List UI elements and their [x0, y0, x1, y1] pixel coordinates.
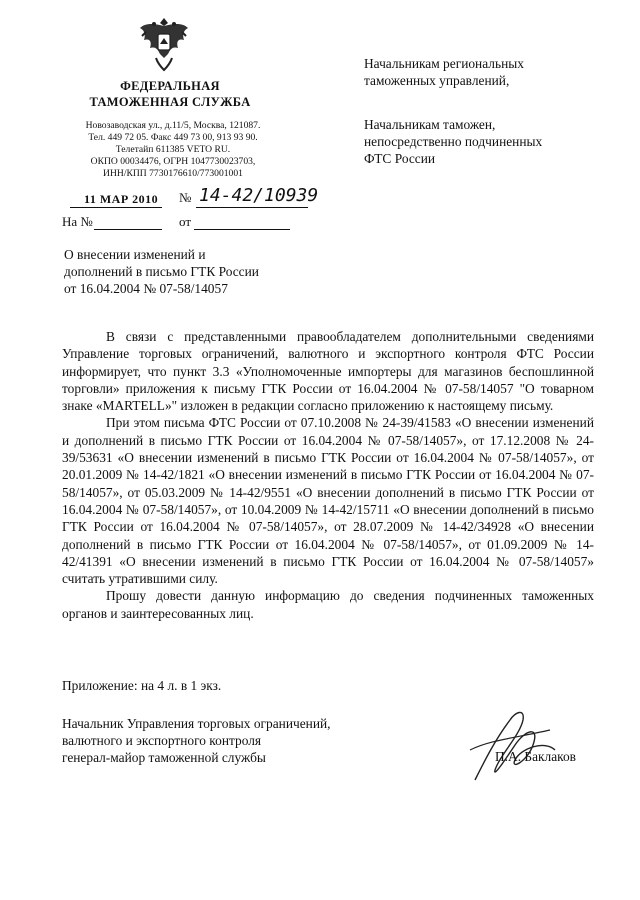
subject-line: дополнений в письмо ГТК России — [64, 264, 259, 279]
reference-date-blank — [194, 229, 290, 230]
recipient-line: Начальникам региональных — [364, 56, 524, 71]
appendix-note: Приложение: на 4 л. в 1 экз. — [62, 678, 222, 693]
number-underline — [196, 207, 308, 208]
signatory-rank-line: генерал-майор таможенной службы — [62, 750, 266, 765]
body-paragraph: Прошу довести данную информацию до сведения подчиненных таможенных органов и заинтересованных лиц. — [62, 588, 594, 621]
body-paragraph: В связи с представленными правообладателем дополнительными сведениями Управление торговых ограничений, валютного и экспортного контроля ФТС России информирует, что пункт 3.3 «Уполномоченные импортеры для магазинов беспошлинной торговли» приложения к письму ГТК России от 16.04.2004 № 07-58/14057 "О товарном знаке «MARTELL»" изложен в редакции согласно приложению к настоящему письму. — [62, 329, 594, 414]
coat-of-arms-icon — [136, 14, 192, 74]
agency-name-line2: ТАМОЖЕННАЯ СЛУЖБА — [89, 95, 251, 109]
reference-number-blank — [94, 229, 162, 230]
reference-number-label: На № — [62, 214, 93, 229]
teletype-line: Телетайп 611385 VETO RU. — [115, 144, 231, 155]
inn-line: ИНН/КПП 7730176610/773001001 — [103, 168, 243, 179]
signatory-title-line: валютного и экспортного контроля — [62, 733, 262, 748]
reference-date-label: от — [179, 214, 192, 229]
subject-line: О внесении изменений и — [64, 247, 206, 262]
recipient-line: ФТС России — [364, 151, 436, 166]
number-sign: № — [179, 190, 192, 205]
recipient-line: таможенных управлений, — [364, 73, 510, 88]
date-underline — [70, 207, 162, 208]
letter-date-stamp: 11 МАР 2010 — [84, 192, 159, 206]
phone-line: Тел. 449 72 05. Факс 449 73 00, 913 93 90. — [88, 132, 258, 143]
subject-line: от 16.04.2004 № 07-58/14057 — [64, 281, 228, 296]
letter-body — [62, 328, 594, 622]
body-paragraph: При этом письма ФТС России от 07.10.2008 № 24-39/41583 «О внесении изменений и дополнений в письмо ГТК России от 16.04.2004 № 07-58/14057», от 17.12.2008 № 24-39/53631 «О внесении изменений в письмо ГТК России от 16.04.2004 № 07-58/14057», от 20.01.2009 № 14-42/1821 «О внесении изменений в письмо ГТК России от 16.04.2004 № 07-58/14057», от 05.03.2009 № 14-42/9551 «О внесении дополнений в письмо ГТК России от 16.04.2004 № 07-58/14057», от 10.04.2009 № 14-42/15711 «О внесении дополнений в письмо ГТК России от 16.04.2004 № 07-58/14057», от 28.07.2009 № 14-42/34928 «О внесении дополнений в письмо ГТК России от 16.04.2004 № 07-58/14057», от 01.09.2009 № 14-42/41391 «О внесении изменений в письмо ГТК России от 16.04.2004 № 07-58/14057» считать утратившими силу. — [62, 415, 594, 587]
okpo-line: ОКПО 00034476, ОГРН 1047730023703, — [90, 156, 256, 167]
agency-name-line1: ФЕДЕРАЛЬНАЯ — [120, 79, 220, 93]
address-line: Новозаводская ул., д.11/5, Москва, 121087. — [85, 120, 261, 131]
registration-number: 14-42/10939 — [199, 185, 319, 206]
signatory-title-line: Начальник Управления торговых ограничений, — [62, 716, 331, 731]
handwritten-signature-icon — [455, 700, 565, 790]
recipient-line: Начальникам таможен, — [364, 117, 496, 132]
recipient-line: непосредственно подчиненных — [364, 134, 543, 149]
signatory-name: П.А. Баклаков — [495, 749, 576, 764]
